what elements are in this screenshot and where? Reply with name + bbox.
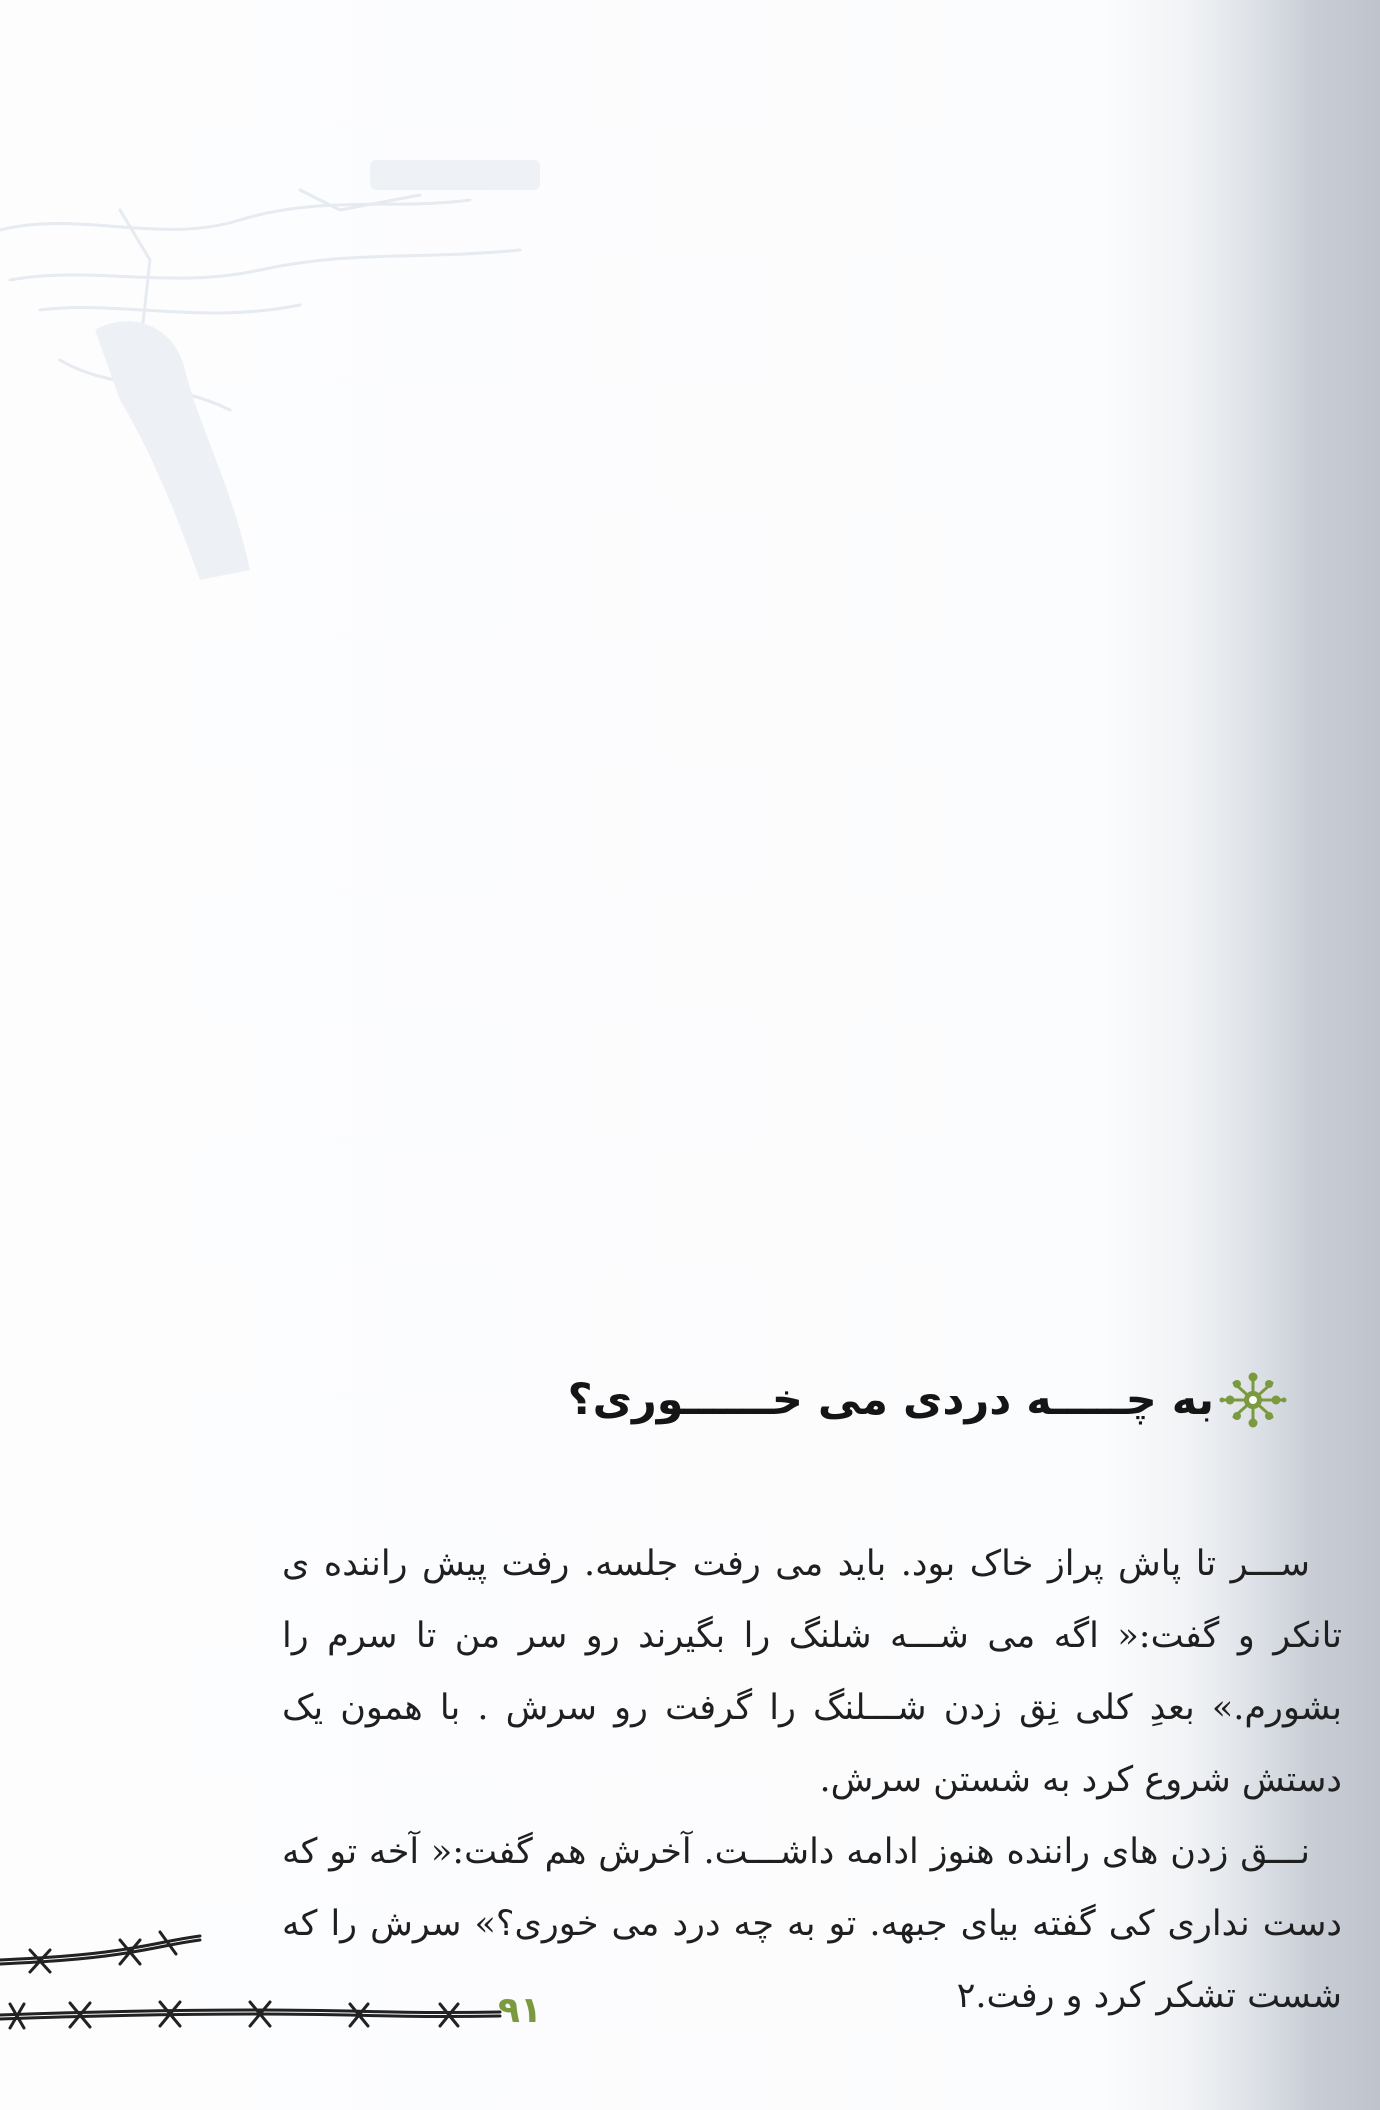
chapter-heading [568,1360,1288,1440]
paragraph: ســـر تا پاش پراز خاک بود. باید می رفت جلسه. رفت پیش راننده ی تانکر و گفت:« اگه می شـــه شلنگ را بگیرند رو سر من تا سرم را بشورم.» بعدِ کلی نِق زدن شـــلنگ را گرفت رو سرش . با همون یک دستش شروع کرد به شستن سرش. [282,1544,1342,1800]
faint-bleedthrough-illustration [0,150,620,590]
flower-ornament-icon [1218,1365,1288,1435]
paragraph: نـــق زدن های راننده هنوز ادامه داشـــت. آخرش هم گفت:« آخه تو که دست نداری کی گفته بیای جبهه. تو به چه درد می خوری؟» سرش را که شست تشکر کرد و رفت.۲ [282,1832,1342,2016]
chapter-title: به چـــــه دردی می خــــــوری؟ [567,1375,1214,1425]
barbed-wire-icon [0,1910,520,2050]
page-number: ۹۱ [498,1990,542,2031]
